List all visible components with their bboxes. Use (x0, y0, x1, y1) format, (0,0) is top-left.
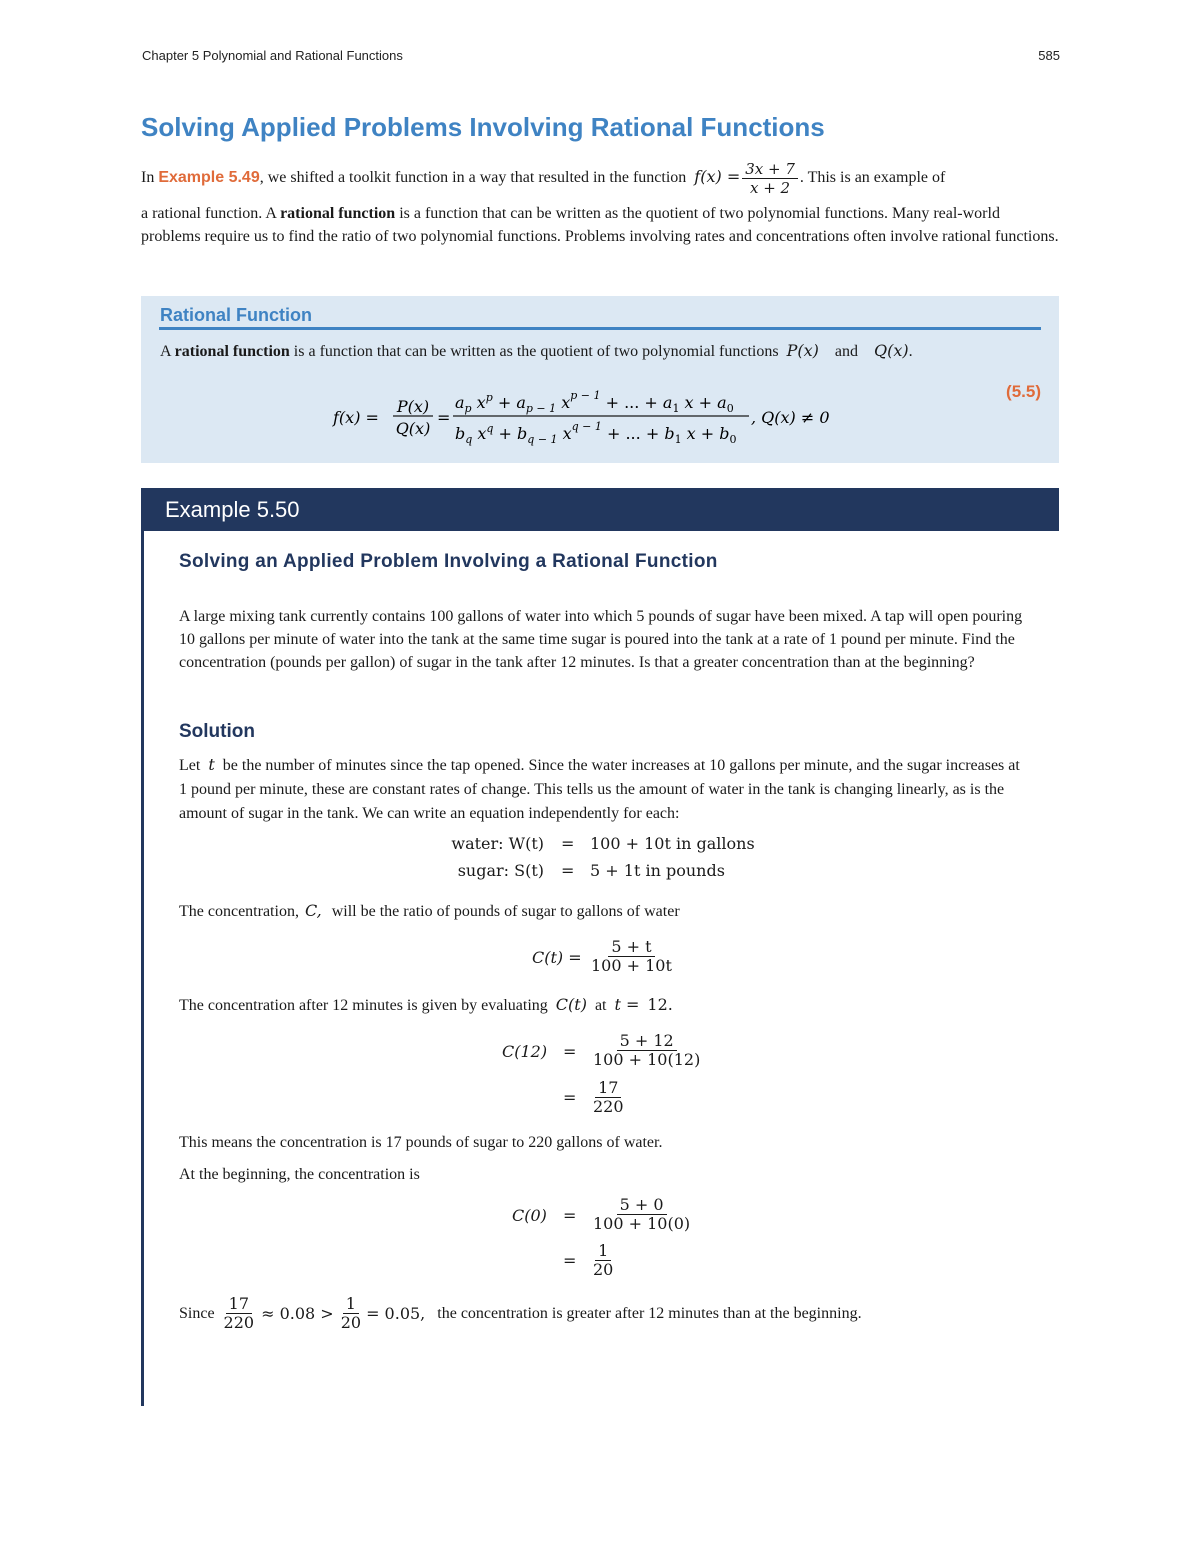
definition-rule (159, 327, 1041, 330)
equation-number: (5.5) (1006, 382, 1041, 401)
water-lhs: water: W(t) (451, 834, 544, 853)
since-mid: ≈ 0.08 > (261, 1304, 334, 1323)
definition-text (160, 341, 913, 361)
since-eq: = 0.05, (366, 1304, 426, 1323)
svg-text:bq xq + bq − 1 xq − 1 + ... +: $b_q$ $x^q + b_{q - 1}$ $x^{q - 1}$ + ... + $b_1$ $x + b_0$ (455, 420, 737, 446)
def-term: rational function (174, 343, 290, 360)
ct-fraction (588, 938, 675, 975)
problem-text: A large mixing tank currently contains 100 gallons of water into which 5 pounds of sugar have been mixed. A tap will open pouring 10 gallons per minute of water into the tank at the same time sugar is poured into the tank at a rate of 1 pound per minute. Find the concentration (pounds per gallon) of sugar in the tank after 12 minutes. Is that a greater concentration than at the beginning? (179, 608, 1023, 671)
intro-line2-rest: is a function that can be written as the quotient of two polynomial functions. Many real-world problems require us to find the ratio of two polynomial functions. Problems involving rates and concentrations often involve rational functions. (141, 205, 1059, 245)
svg-text:ap xp + ap − 1 xp − 1 + ... +: $a_p$ $x^p + a_{p - 1}$ $x^{p - 1}$ + ... + $a_1$ $x + a_0$ (455, 389, 734, 415)
example-left-border (141, 488, 144, 1406)
eval-t: t = (614, 995, 640, 1014)
c0-den: 100 + 10(0) (593, 1214, 691, 1233)
def-qx: Q(x) (873, 341, 909, 360)
sugar-lhs: sugar: S(t) (457, 861, 544, 880)
eval-val: 12. (647, 995, 673, 1014)
c12-eq2: = (563, 1088, 577, 1107)
since-fraction-2 (338, 1295, 364, 1332)
ct-lhs (532, 948, 582, 967)
intro-fraction-numerator: 3x + 7 (742, 160, 798, 179)
formula-numerator (455, 389, 734, 415)
eval-ct: C(t) (555, 995, 587, 1014)
c12-res-den: 220 (593, 1097, 624, 1116)
example-title: Solving an Applied Problem Involving a Rational Function (179, 551, 718, 572)
c12-result (590, 1079, 627, 1116)
conc-text-a: The concentration, (179, 903, 303, 920)
intro-paragraph (141, 202, 1059, 248)
ct-num: 5 + t (608, 938, 654, 957)
section-title: Solving Applied Problems Involving Rational Functions (141, 112, 825, 142)
c12-fraction (590, 1032, 703, 1069)
formula-eq: = (437, 408, 451, 427)
c12-eq1: = (563, 1042, 577, 1061)
solution-paragraph (179, 753, 1024, 826)
example-5-49-link[interactable]: Example 5.49 (158, 169, 260, 187)
c0-fraction (590, 1196, 693, 1233)
intro-fraction-denominator: x + 2 (749, 179, 791, 197)
sugar-rhs: 5 + 1t in pounds (590, 861, 725, 880)
c12-den: 100 + 10(12) (593, 1050, 701, 1069)
conclusion-line (179, 1295, 862, 1332)
chapter-header: Chapter 5 Polynomial and Rational Functions (142, 48, 403, 63)
c0-res-num: 1 (595, 1242, 611, 1261)
def-and: and (834, 343, 858, 360)
def-text-pre: A (160, 343, 175, 360)
intro-pre: In (141, 169, 159, 187)
formula-denominator (455, 420, 737, 446)
solution-heading: Solution (179, 721, 255, 742)
evaluation-text (179, 995, 673, 1015)
concentration-text (179, 901, 680, 921)
def-px: P(x) (786, 341, 819, 360)
intro-line2-pre: a rational function. A (141, 205, 281, 222)
c0-eq1: = (563, 1206, 577, 1225)
conc-var-c: C, (304, 901, 322, 920)
c0-lhs (512, 1206, 547, 1225)
since-fraction-1 (221, 1295, 258, 1332)
intro-after: . This is an example of (799, 169, 946, 187)
since-b: the concentration is greater after 12 minutes than at the beginning. (437, 1304, 862, 1322)
intro-fx: f(x) = (694, 167, 741, 187)
sol-p1-a: Let (179, 757, 205, 774)
intro-mid: , we shifted a toolkit function in a way that resulted in the function (259, 169, 691, 187)
ct-lhs-text: C(t) = (532, 948, 582, 967)
intro-first-line (141, 160, 1059, 200)
definition-box (141, 296, 1059, 463)
c0-eq2: = (563, 1251, 577, 1270)
c12-res-num: 17 (595, 1079, 621, 1098)
sol-var-t: t (208, 755, 215, 774)
c0-res-den: 20 (593, 1260, 614, 1279)
sugar-eq: = (561, 861, 575, 880)
c12-lhs (502, 1042, 547, 1061)
intro-fraction (742, 160, 798, 197)
c12-lhs-text: C(12) (502, 1042, 548, 1061)
definition-title: Rational Function (160, 305, 312, 325)
since-a: Since (179, 1304, 215, 1322)
water-eq: = (561, 834, 575, 853)
water-rhs: 100 + 10t in gallons (590, 834, 755, 853)
beginning-text: At the beginning, the concentration is (179, 1166, 420, 1183)
formula-pq-num: P(x) (396, 397, 430, 416)
c12-num: 5 + 12 (617, 1032, 677, 1051)
since-f2-num: 1 (343, 1295, 359, 1314)
formula-pq-den: Q(x) (395, 419, 431, 438)
page-number: 585 (1038, 48, 1060, 63)
formula-condition: , Q(x) ≠ 0 (751, 408, 830, 427)
conc-text-b: will be the ratio of pounds of sugar to gallons of water (327, 903, 680, 920)
def-text-rest: is a function that can be written as the quotient of two polynomial functions (289, 343, 783, 360)
def-period: . (908, 343, 913, 360)
example-header-bar (141, 488, 1059, 531)
since-f1-den: 220 (223, 1313, 255, 1332)
c0-result (590, 1242, 616, 1279)
since-f2-den: 20 (340, 1313, 362, 1332)
ct-den: 100 + 10t (591, 956, 672, 975)
formula-lhs: f(x) = (333, 408, 379, 427)
eval-at: at (594, 997, 607, 1014)
since-f1-num: 17 (226, 1295, 252, 1314)
sol-p1-b: be the number of minutes since the tap opened. Since the water increases at 10 gallons per minute, and the sugar increases at 1 pound per minute, these are constant rates of change. This tells us the amount of water in the tank is changing linearly, as is the amount of sugar in the tank. We can write an equation independently for each: (179, 757, 1020, 822)
c0-num: 5 + 0 (617, 1196, 667, 1215)
means-text: This means the concentration is 17 pounds of sugar to 220 gallons of water. (179, 1134, 663, 1151)
eval-text-a: The concentration after 12 minutes is given by evaluating (179, 997, 552, 1014)
c0-lhs-text: C(0) (512, 1206, 547, 1225)
rational-function-formula (321, 382, 841, 452)
rational-function-term: rational function (280, 205, 396, 222)
example-label: Example 5.50 (165, 497, 300, 522)
